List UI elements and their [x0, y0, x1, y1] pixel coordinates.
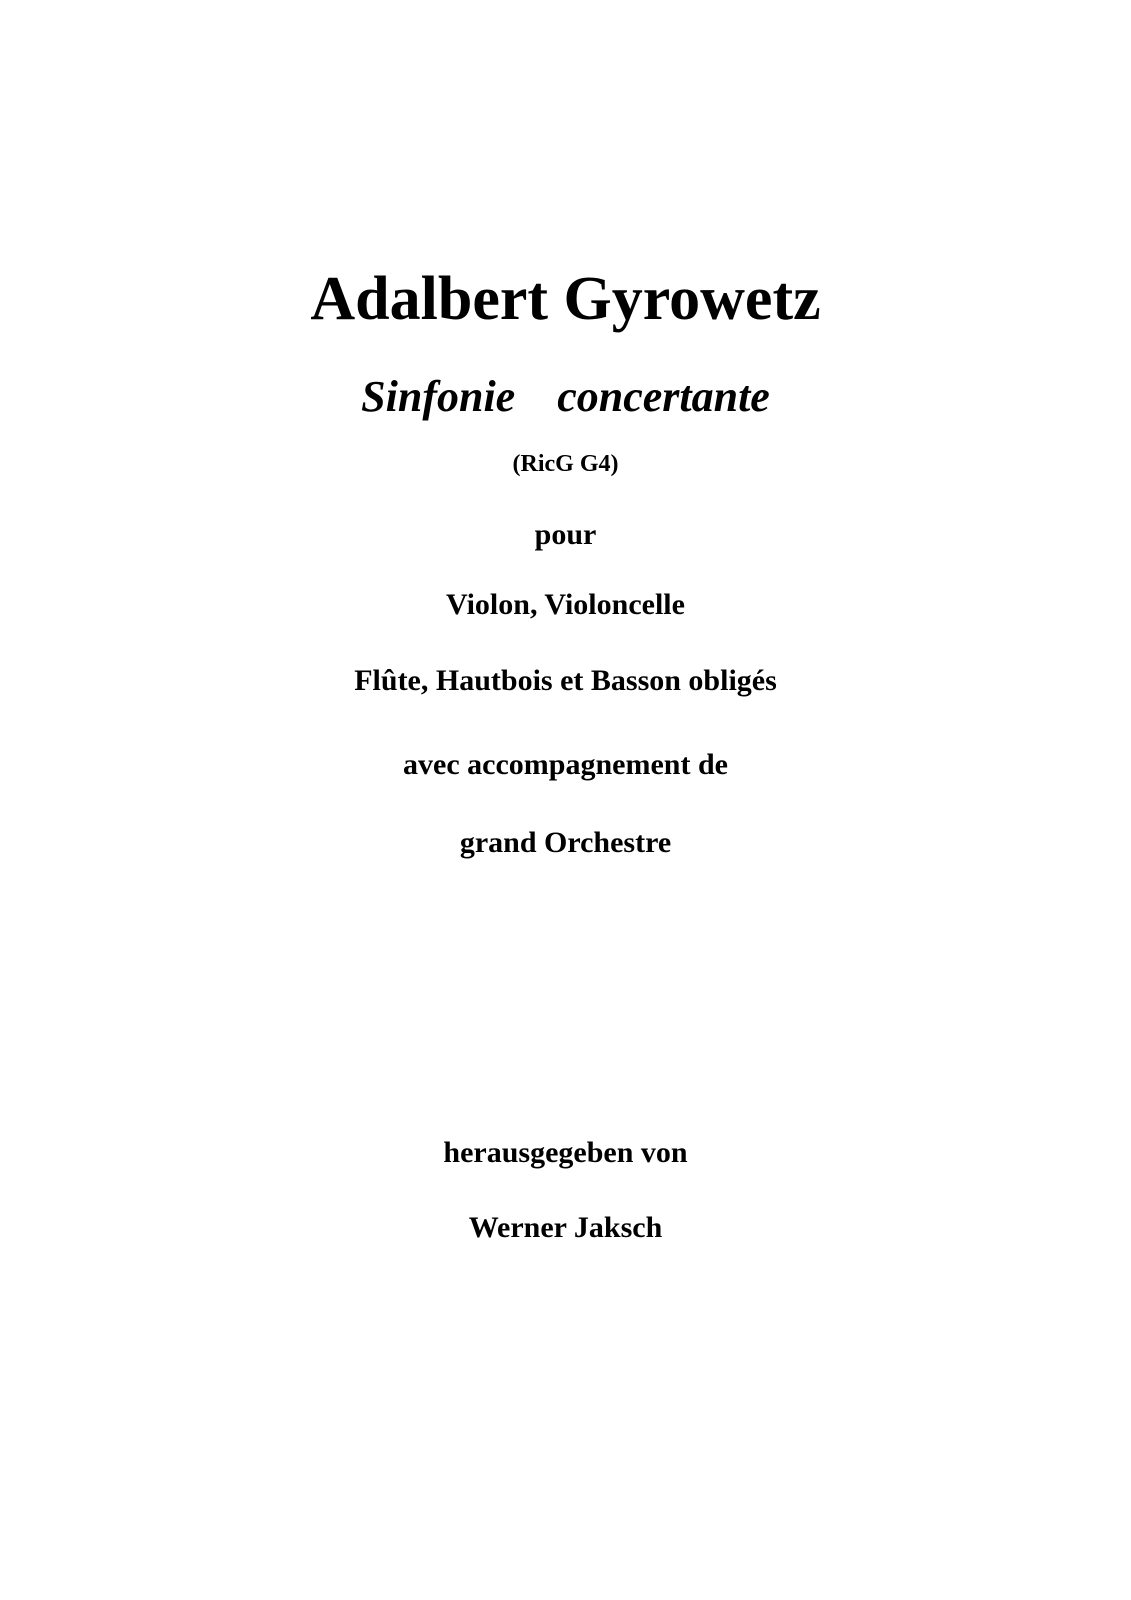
composer-name: Adalbert Gyrowetz — [310, 265, 821, 333]
catalog-number: (RicG G4) — [512, 451, 619, 477]
pour-label: pour — [534, 518, 597, 551]
editor-name: Werner Jaksch — [468, 1211, 663, 1244]
accompaniment-line: avec accompagnement de — [403, 748, 728, 781]
work-title: Sinfonie concertante — [361, 372, 770, 421]
soloists-line-1: Violon, Violoncelle — [446, 588, 685, 621]
soloists-line-2: Flûte, Hautbois et Basson obligés — [354, 664, 777, 697]
orchestra-line: grand Orchestre — [459, 826, 672, 859]
editor-label: herausgegeben von — [443, 1136, 688, 1169]
